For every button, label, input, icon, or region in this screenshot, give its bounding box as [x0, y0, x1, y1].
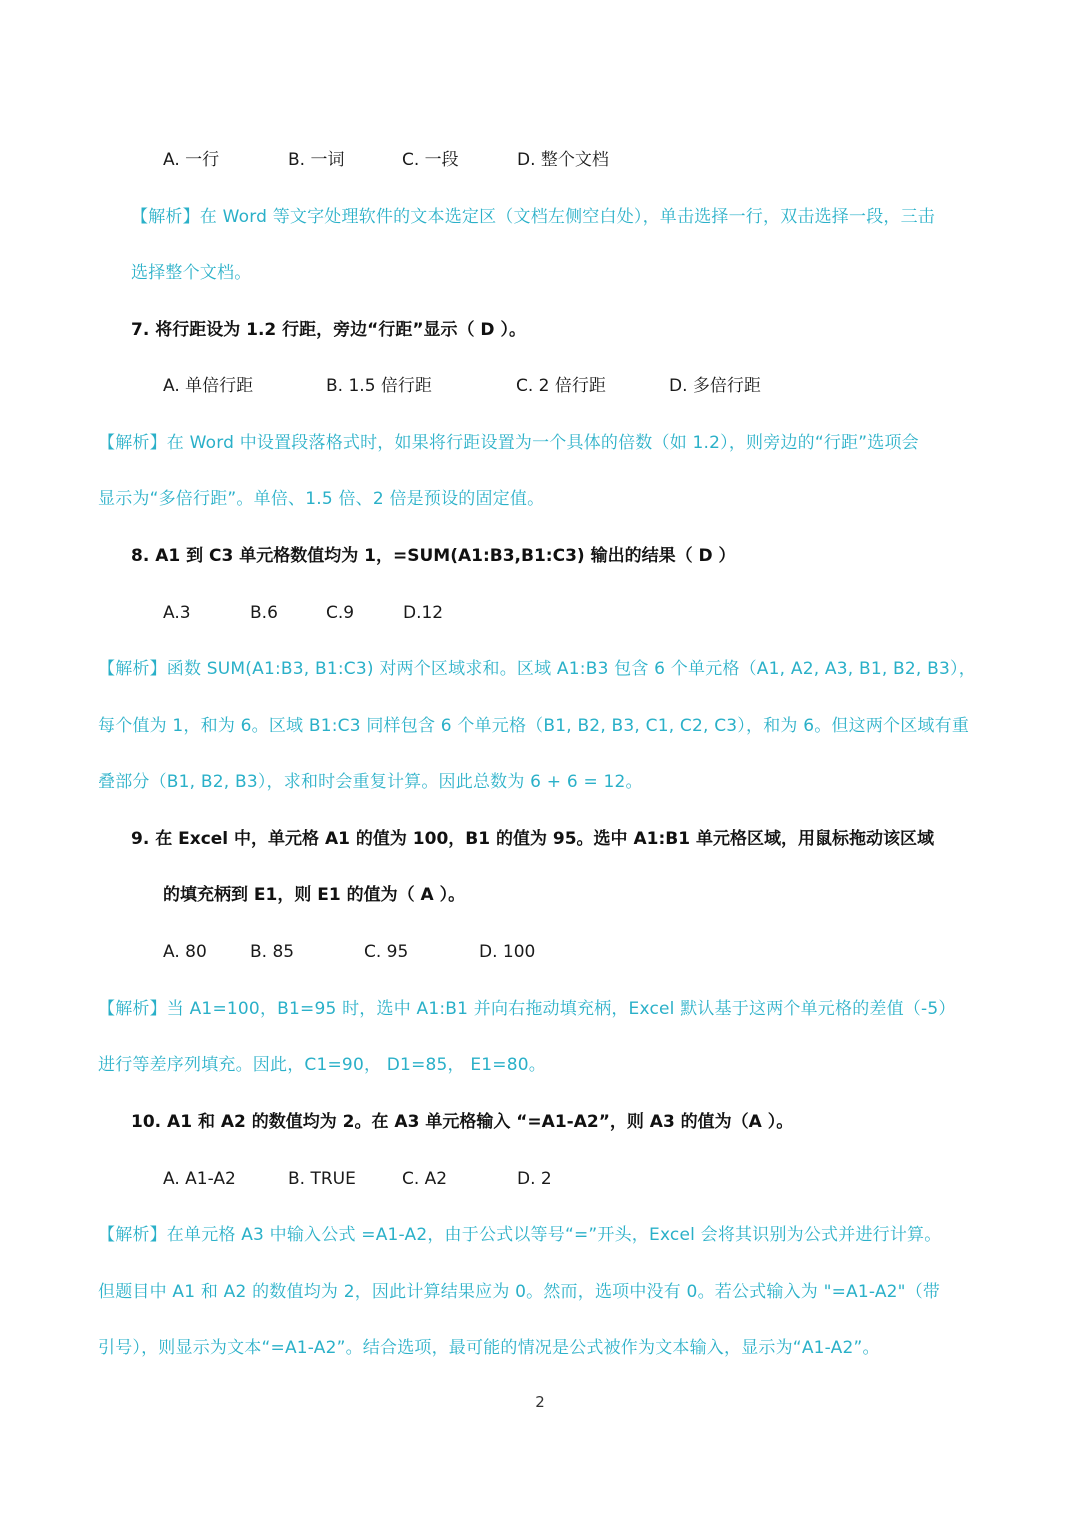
q6-option-d: D. 整个文档: [517, 150, 609, 170]
q9-question-line-2: 的填充柄到 E1，则 E1 的值为（ A ）。: [163, 885, 466, 905]
q6-option-c: C. 一段: [402, 150, 459, 170]
q10-analysis-line-1: 【解析】在单元格 A3 中输入公式 =A1-A2，由于公式以等号“=”开头，Excel 会将其识别为公式并进行计算。: [98, 1225, 942, 1245]
q9-analysis-line-2: 进行等差序列填充。因此，C1=90， D1=85， E1=80。: [98, 1055, 546, 1075]
q7-analysis-line-2: 显示为“多倍行距”。单倍、1.5 倍、2 倍是预设的固定值。: [98, 489, 545, 509]
q9-option-c: C. 95: [364, 942, 409, 962]
q7-question: 7. 将行距设为 1.2 行距，旁边“行距”显示（ D ）。: [131, 320, 526, 340]
q6-analysis-line-2: 选择整个文档。: [131, 263, 252, 283]
q7-option-d: D. 多倍行距: [669, 376, 761, 396]
page-number: 2: [535, 1393, 545, 1411]
q7-option-c: C. 2 倍行距: [516, 376, 606, 396]
q9-option-d: D. 100: [479, 942, 536, 962]
q9-question-line-1: 9. 在 Excel 中，单元格 A1 的值为 100，B1 的值为 95。选中 A1:B1 单元格区域，用鼠标拖动该区域: [131, 829, 934, 849]
q8-option-a: A.3: [163, 603, 191, 623]
q10-analysis-line-3: 引号），则显示为文本“=A1-A2”。结合选项，最可能的情况是公式被作为文本输入，显示为“A1-A2”。: [98, 1338, 880, 1358]
q6-analysis-line-1: 【解析】在 Word 等文字处理软件的文本选定区（文档左侧空白处），单击选择一行，双击选择一段，三击: [131, 207, 936, 227]
q6-option-a: A. 一行: [163, 150, 220, 170]
q8-analysis-line-3: 叠部分（B1, B2, B3），求和时会重复计算。因此总数为 6 + 6 = 12。: [98, 772, 643, 792]
q7-analysis-line-1: 【解析】在 Word 中设置段落格式时，如果将行距设置为一个具体的倍数（如 1.2），则旁边的“行距”选项会: [98, 433, 919, 453]
q10-option-c: C. A2: [402, 1169, 448, 1189]
q9-option-b: B. 85: [250, 942, 295, 962]
q9-analysis-line-1: 【解析】当 A1=100，B1=95 时，选中 A1:B1 并向右拖动填充柄，Excel 默认基于这两个单元格的差值（-5）: [98, 999, 956, 1019]
q10-option-d: D. 2: [517, 1169, 552, 1189]
q7-option-a: A. 单倍行距: [163, 376, 254, 396]
q10-option-b: B. TRUE: [288, 1169, 356, 1189]
q8-option-d: D.12: [403, 603, 444, 623]
q10-question: 10. A1 和 A2 的数值均为 2。在 A3 单元格输入 “=A1-A2”，则 A3 的值为（A ）。: [131, 1112, 794, 1132]
q10-option-a: A. A1-A2: [163, 1169, 236, 1189]
q8-option-b: B.6: [250, 603, 278, 623]
q8-analysis-line-2: 每个值为 1，和为 6。区域 B1:C3 同样包含 6 个单元格（B1, B2, B3, C1, C2, C3），和为 6。但这两个区域有重: [98, 716, 970, 736]
q7-option-b: B. 1.5 倍行距: [326, 376, 432, 396]
q8-question: 8. A1 到 C3 单元格数值均为 1，=SUM(A1:B3,B1:C3) 输出的结果（ D ）: [131, 546, 736, 566]
q10-analysis-line-2: 但题目中 A1 和 A2 的数值均为 2，因此计算结果应为 0。然而，选项中没有 0。若公式输入为 "=A1-A2"（带: [98, 1282, 941, 1302]
q8-analysis-line-1: 【解析】函数 SUM(A1:B3, B1:C3) 对两个区域求和。区域 A1:B3 包含 6 个单元格（A1, A2, A3, B1, B2, B3），: [98, 659, 976, 679]
q6-option-b: B. 一词: [288, 150, 345, 170]
q8-option-c: C.9: [326, 603, 355, 623]
q9-option-a: A. 80: [163, 942, 207, 962]
